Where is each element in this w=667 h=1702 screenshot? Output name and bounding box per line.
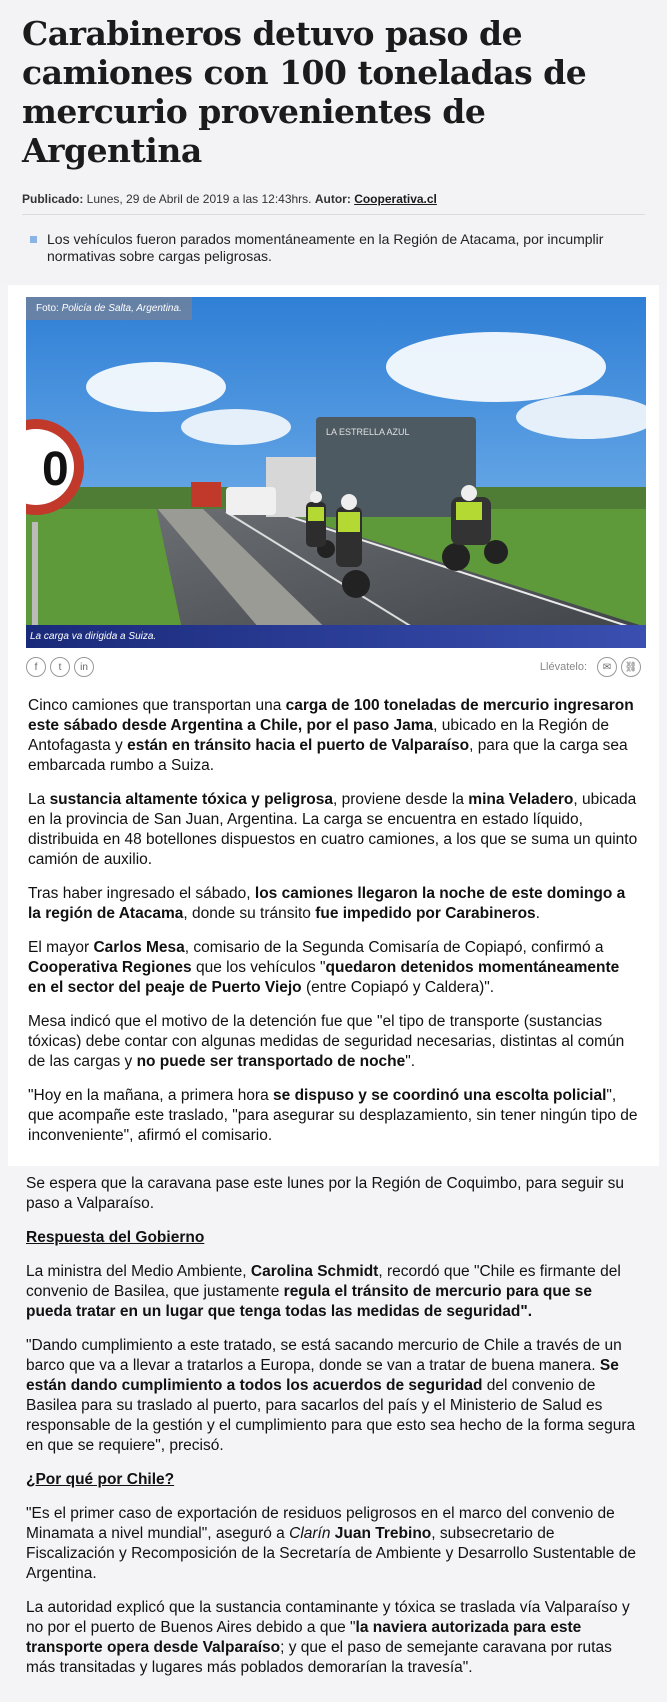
text: ". <box>405 1053 416 1070</box>
text: , donde su tránsito <box>183 905 316 922</box>
bold-text: Cooperativa Regiones <box>28 959 192 976</box>
photo-credit-source: Policía de Salta, Argentina. <box>61 303 182 314</box>
text: La autoridad explicó que la sustancia contaminante y tóxica se traslada vía Valparaíso y no por el puerto de Buenos Aires debido a que " <box>26 1599 630 1636</box>
article-title: Carabineros detuvo paso de camiones con 100 toneladas de mercurio provenientes de Argentina <box>22 14 587 170</box>
summary-bullet <box>30 236 37 243</box>
linkedin-icon[interactable]: in <box>74 657 94 677</box>
paragraph-11 <box>26 1598 641 1678</box>
subheading-government: Respuesta del Gobierno <box>26 1229 205 1246</box>
email-icon[interactable]: ✉ <box>597 657 617 677</box>
bold-text: mina Veladero <box>468 791 574 808</box>
text: del convenio de Basilea para su traslado al puerto, para sacarlos del país y el Ministerio de Salud es responsable de la gestión y el cumplimiento para que esto sea hecho de la forma segura en que se requiere", precisó. <box>26 1377 636 1454</box>
bold-text: los camiones llegaron la noche de este domingo a la región de Atacama <box>28 885 626 922</box>
bold-text: la naviera autorizada para este transporte opera desde Valparaíso <box>26 1619 582 1656</box>
photo-credit-prefix: Foto: <box>36 303 62 314</box>
text: , para que la carga sea embarcada rumbo a Suiza. <box>28 737 628 774</box>
bold-text: carga de 100 toneladas de mercurio ingresaron este sábado desde Argentina a Chile, por el paso Jama <box>28 697 634 734</box>
link-icon[interactable]: ⛓ <box>621 657 641 677</box>
bold-text: Juan Trebino <box>334 1525 432 1542</box>
bold-text: Carlos Mesa <box>93 939 185 956</box>
text: que los vehículos " <box>191 959 326 976</box>
text: , subsecretario de Fiscalización y Recomposición de la Secretaría de Ambiente y Desarrollo Sustentable de Argentina. <box>26 1525 636 1582</box>
text: ", que acompañe este traslado, "para asegurar su desplazamiento, sin tener ningún tipo de inconveniente", afirmó el comisario. <box>28 1087 638 1144</box>
paragraph-6 <box>28 1086 639 1146</box>
paragraph-10 <box>26 1504 641 1584</box>
share-take <box>540 657 641 677</box>
bold-text: se dispuso y se coordinó una escolta policial <box>273 1087 607 1104</box>
text: "Hoy en la mañana, a primera hora <box>28 1087 274 1104</box>
twitter-icon[interactable]: t <box>50 657 70 677</box>
bold-text: quedaron detenidos momentáneamente en el sector del peaje de Puerto Viejo <box>28 959 620 996</box>
bold-text: sustancia altamente tóxica y peligrosa <box>49 791 333 808</box>
truck-text: LA ESTRELLA AZUL <box>326 427 410 437</box>
text: La ministra del Medio Ambiente, <box>26 1263 251 1280</box>
author-label: Autor: <box>314 192 351 206</box>
text: ; y que el paso de semejante caravana por rutas más transitadas y lugares más poblados demorarían la travesía". <box>26 1639 612 1676</box>
take-label: Llévatelo: <box>539 661 587 673</box>
text: Tras haber ingresado el sábado, <box>28 885 255 902</box>
photo-illustration <box>26 297 646 648</box>
article-meta <box>22 192 645 215</box>
bold-text: no puede ser transportado de noche <box>136 1053 406 1070</box>
bold-text: Carolina Schmidt <box>250 1263 379 1280</box>
share-social <box>26 657 94 677</box>
published-date: Lunes, 29 de Abril de 2019 a las 12:43hrs. <box>83 192 315 206</box>
text: , ubicado en la Región de Antofagasta y <box>28 717 609 754</box>
text: . <box>535 905 540 922</box>
text: "Es el primer caso de exportación de residuos peligrosos en el marco del convenio de Minamata a nivel mundial", aseguró a <box>26 1505 615 1542</box>
paragraph-9 <box>26 1336 641 1456</box>
text: (entre Copiapó y Caldera)". <box>301 979 495 996</box>
text: La <box>28 791 50 808</box>
paragraph-7: Se espera que la caravana pase este lunes por la Región de Coquimbo, para seguir su paso a Valparaíso. <box>26 1175 624 1212</box>
article-photo[interactable] <box>26 297 646 648</box>
text: , recordó que "Chile es firmante del convenio de Basilea, que justamente <box>26 1263 621 1300</box>
photo-caption: La carga va dirigida a Suiza. <box>26 625 646 648</box>
article-body <box>8 688 659 1166</box>
published-label: Publicado: <box>22 192 84 206</box>
photo-credit <box>26 297 192 320</box>
paragraph-8 <box>26 1262 641 1322</box>
text: El mayor <box>28 939 94 956</box>
bold-text: fue impedido por Carabineros <box>315 905 536 922</box>
text: Mesa indicó que el motivo de la detención fue que "el tipo de transporte (sustancias tóxicas) debe contar con algunas medidas de seguridad necesarias, distintas al común de las cargas y <box>28 1013 625 1070</box>
text: "Dando cumplimiento a este tratado, se está sacando mercurio de Chile a través de un barco que va a llevar a tratarlos a Europa, donde se van a tratar de buena manera. <box>26 1337 622 1374</box>
bold-text: regula el tránsito de mercurio para que se pueda tratar en un lugar que tenga todas las medidas de seguridad". <box>26 1283 593 1320</box>
italic-text: Clarín <box>289 1525 331 1542</box>
article-header <box>0 0 667 285</box>
paragraph-2 <box>28 790 639 870</box>
text: , ubicada en la provincia de San Juan, Argentina. La carga se encuentra en estado líquido, distribuida en 48 botellones dispuestos en cuatro camiones, a los que se suma un quinto camión de auxilio. <box>28 791 638 868</box>
paragraph-4 <box>28 938 639 998</box>
photo-figure <box>8 285 659 688</box>
text: , proviene desde la <box>332 791 469 808</box>
text: Cinco camiones que transportan una <box>28 697 286 714</box>
bold-text: Se están dando cumplimiento a todos los acuerdos de seguridad <box>26 1357 619 1394</box>
article-body-continued <box>0 1166 667 1702</box>
summary-text: Los vehículos fueron parados momentáneamente en la Región de Atacama, por incumplir normativas sobre cargas peligrosas. <box>47 231 604 264</box>
subheading-why-chile: ¿Por qué por Chile? <box>26 1471 175 1488</box>
text: , comisario de la Segunda Comisaría de Copiapó, confirmó a <box>184 939 604 956</box>
bold-text: están en tránsito hacia el puerto de Valparaíso <box>127 737 470 754</box>
article-summary <box>22 221 645 275</box>
paragraph-1 <box>28 696 639 776</box>
paragraph-3 <box>28 884 639 924</box>
share-bar <box>26 652 641 682</box>
paragraph-5 <box>28 1012 639 1072</box>
author-link[interactable]: Cooperativa.cl <box>354 192 437 206</box>
facebook-icon[interactable]: f <box>26 657 46 677</box>
speed-sign-text: 0 <box>42 443 69 496</box>
